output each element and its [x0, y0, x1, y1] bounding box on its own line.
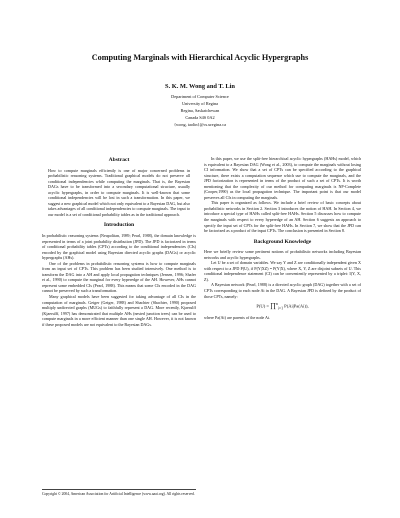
abstract-text: How to compute marginals efficiently is one of major concerned problems in probabilistic reasoning systems. Traditional graphical models do not preserve all conditional independencies while computing the marginals. That is, the Bayesian DAGs have to be transformed into a secondary computational structure, usually acyclic hypergraphs, in order to compute marginals. It is well-known that some conditional independencies will be lost in such a transformation. In this paper, we suggest a new graphical model which not only equivalent to a Bayesian DAG, but also takes advantages of all conditional independencies to compute marginals. The input to our model is a set of conditional probability tables as in the traditional approach. — [48, 167, 190, 217]
paper-title: Computing Marginals with Hierarchical Acyclic Hypergraphs — [91, 53, 309, 62]
paper-authors: S. K. M. Wong and T. Lin — [165, 83, 235, 90]
copyright-notice: Copyright © 2004, American Association for Artificial Intelligence (www.aaai.org). All rights reserved. — [42, 489, 196, 497]
affiliation-line: Department of Computer Science — [171, 94, 229, 99]
affiliation-line: Regina, Saskatchewan — [180, 107, 220, 113]
intro-paragraph: In probabilistic reasoning systems (Neapolitan, 1989; Pearl, 1988), the domain knowledge is represented in terms of a joint probability distribution (JPD). The JPD is factorized in terms of conditional probability tables (CPTs) according to the conditional independencies (CIs) encoded by the graphical model using Bayesian directed acyclic graphs (DAGs) or acyclic hypergraphs (AHs). — [42, 233, 196, 261]
author-email: {wong, taolin}@cs.uregina.ca — [174, 121, 226, 127]
left-column — [42, 158, 196, 327]
product-symbol: ∏ — [270, 301, 276, 310]
body-paragraph: This paper is organized as follows. We include a brief review of basic concepts about probabilistic networks in Section 2. Section 3 introduces the notion of HAH. In Section 4, we introduce a special type of HAHs called split-free HAHs. Section 5 discusses how to compute the marginals with respect to every hyperedge of an AH. Section 6 suggests an approach to specify the input set of CPTs for the split-free HAHs. In Section 7, we show that the JPD can be factorized as a product of the input CPTs. The conclusion is presented in Section 8. — [204, 200, 361, 234]
body-paragraph: In this paper, we use the split-free hierarchical acyclic hypergraphs (HAHs) model, which is equivalent to a Bayesian DAG (Wong et al., 2003), to compute the marginals without losing CI information. We show that a set of CPTs can be specified according to the graphical structure, there exists a computation sequence which use to compute the marginals, and the JPD factorization is represented in terms of the product of such a set of CPTs. It is worth mentioning that the complexity of our method for computing marginals is NP-Complete (Cooper,1990) as the local propagation technique. The important point is that our model preserves all CIs in computing the marginals. — [204, 156, 361, 200]
intro-paragraph: One of the problems in probabilistic reasoning systems is how to compute marginals from an input set of CPTs. This problem has been studied intensively. One method is to transform the DAG into a AH and apply local propagation techniques (Jensen, 1996; Shafer et al., 1990) to compute the marginal for every hyperedge of the AH. However, AHs cannot represent some embedded CIs (Pearl, 1988). This means that some CIs encoded in the DAG cannot be preserved by such a transformation. — [42, 260, 196, 294]
equation-rhs: P(Ai|Pa(Ai)), — [284, 303, 309, 309]
affiliation-line: Canada S4S 0A2 — [185, 114, 215, 120]
body-paragraph: A Bayesian network (Pearl, 1988) is a directed acyclic graph (DAG) together with a set of CPTs corresponding to each node Ai in the DAG. A Bayesian JPD is defined by the product of those CPTs, namely: — [204, 282, 361, 299]
body-paragraph: Let U be a set of domain variables. We say Y and Z are conditionally independent given X with respect to a JPD P(U), if P(Y|XZ) = P(Y|X), where X, Y, Z are disjoint subsets of U. This conditional independence statement (CI) can be conveniently represented by a triplet: I(Y, X, Z). — [204, 260, 361, 282]
product-lower-limit: i=1 — [277, 306, 283, 311]
affiliation-line: University of Regina — [181, 100, 219, 106]
abstract-body — [42, 168, 196, 218]
body-paragraph: Here we briefly review some pertinent notions of probabilistic networks including Bayesian networks and acyclic hypergraphs. — [204, 249, 361, 260]
author-affiliation — [0, 94, 400, 129]
background-heading: Background Knowledge — [253, 238, 312, 245]
introduction-heading: Introduction — [103, 222, 135, 229]
intro-paragraph: Many graphical models have been suggested for taking advantage of all CIs in the computation of marginals. Geiger (Geiger, 1988) and Shachter (Shachter, 1990) proposed multiply undirected graphs (MUGs) to faithfully represent a DAG. More recently, Kjaerulff (Kjaerulff, 1997) has demonstrated that multiple AHs (nested junction trees) can be used to compute marginals in a more efficient manner than one single AH. However, it is not known if these proposed models are not equivalent to the Bayesian DAGs. — [42, 294, 196, 327]
product-upper-limit: n — [275, 302, 278, 307]
equation-lhs: P(U) = — [256, 303, 271, 309]
abstract-heading: Abstract — [108, 157, 130, 163]
right-column — [204, 156, 361, 321]
body-paragraph: where Pa(Ai) are parents of the node Ai. — [204, 315, 271, 321]
bayesian-jpd-equation — [204, 302, 361, 312]
